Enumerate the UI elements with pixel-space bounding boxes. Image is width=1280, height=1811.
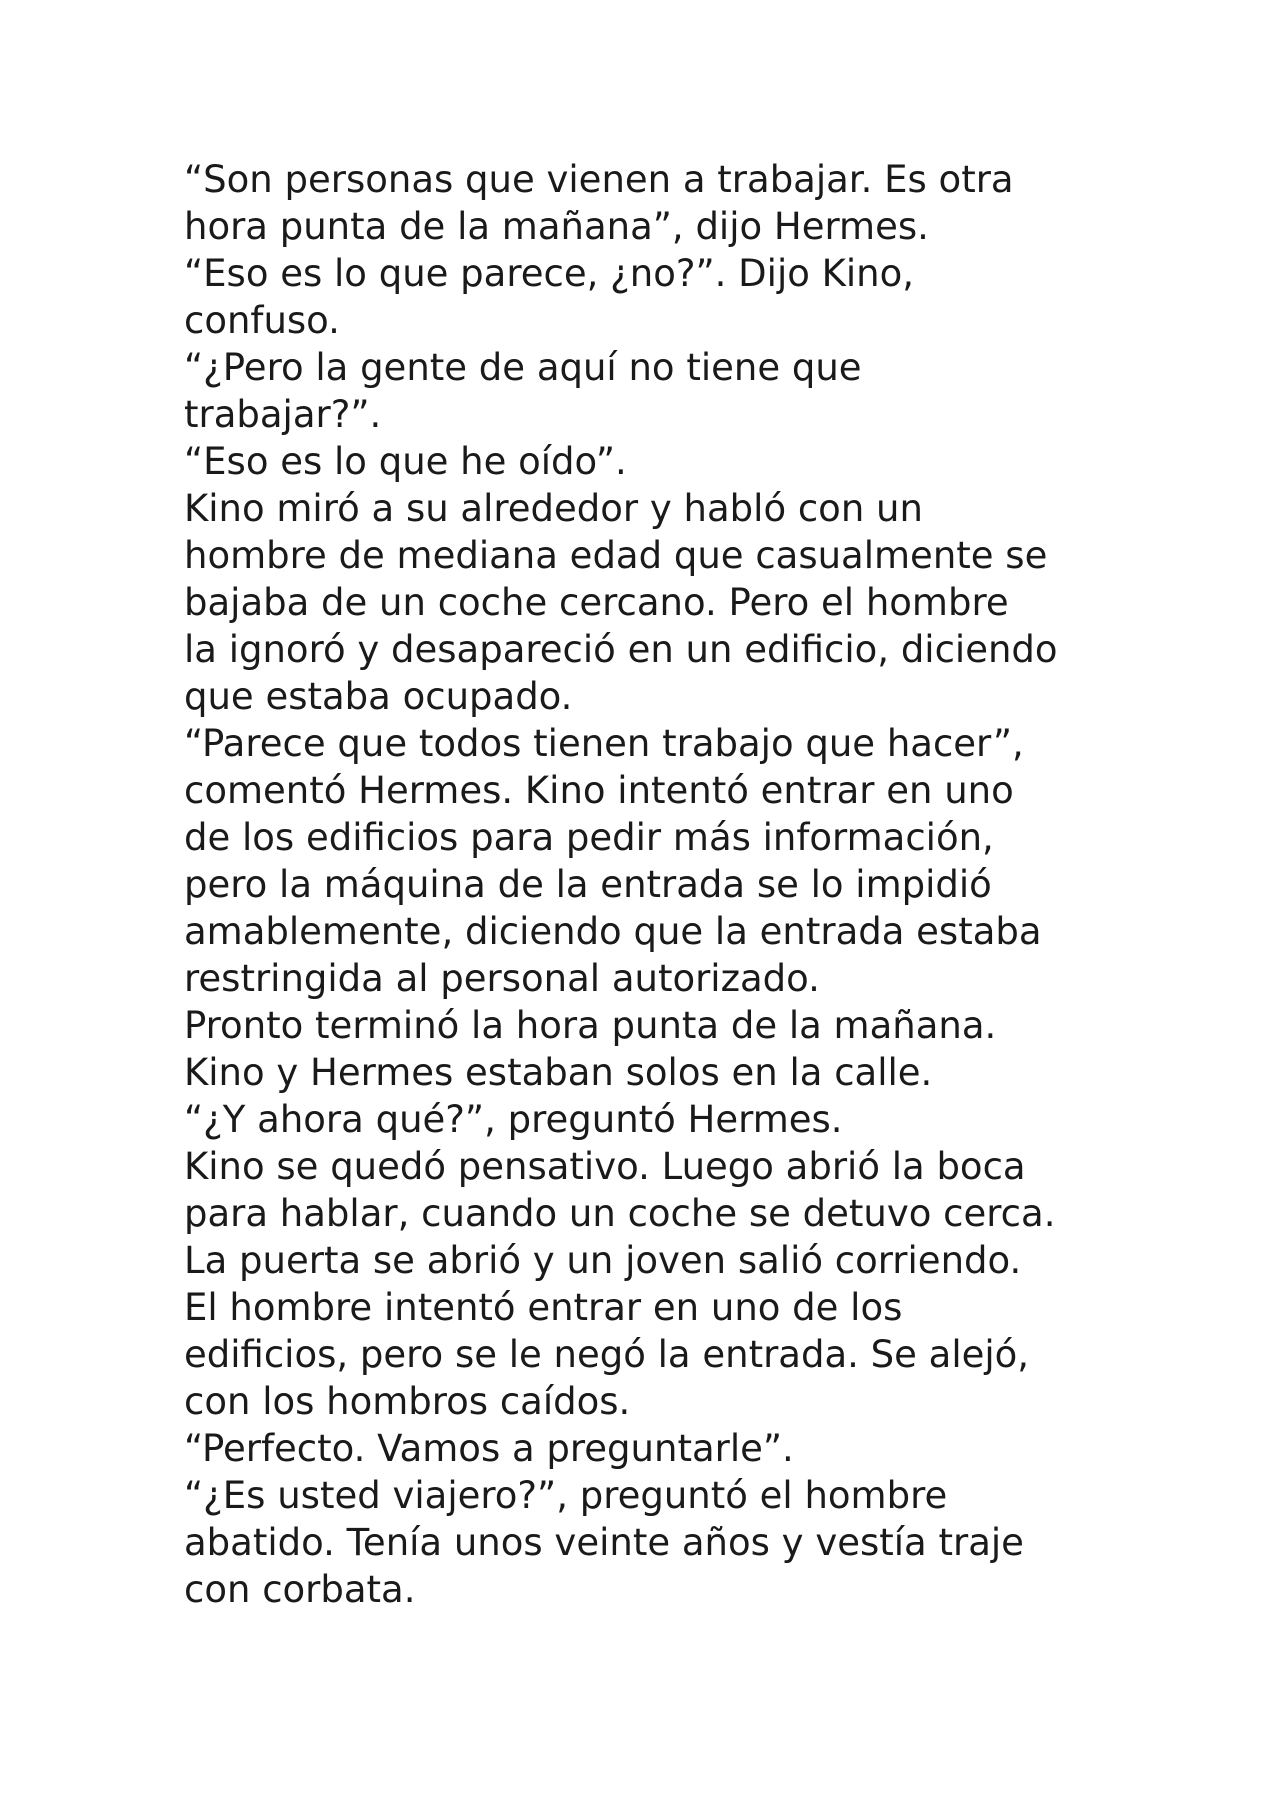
text-line-14: comentó Hermes. Kino intentó entrar en uno <box>184 769 1014 812</box>
text-line-10: bajaba de un coche cercano. Pero el hombre <box>184 581 1009 624</box>
text-line-30: abatido. Tenía unos veinte años y vestía traje <box>184 1521 1024 1564</box>
body-text <box>184 156 1144 1613</box>
text-line-8: Kino miró a su alrededor y habló con un <box>184 487 923 530</box>
text-line-26: edificios, pero se le negó la entrada. Se alejó, <box>184 1333 1030 1376</box>
text-line-17: amablemente, diciendo que la entrada estaba <box>184 910 1042 953</box>
text-line-7: “Eso es lo que he oído”. <box>184 440 627 483</box>
text-line-20: Kino y Hermes estaban solos en la calle. <box>184 1051 933 1094</box>
text-line-2: hora punta de la mañana”, dijo Hermes. <box>184 205 929 248</box>
text-line-23: para hablar, cuando un coche se detuvo cerca. <box>184 1192 1056 1235</box>
text-line-18: restringida al personal autorizado. <box>184 957 820 1000</box>
text-line-21: “¿Y ahora qué?”, preguntó Hermes. <box>184 1098 843 1141</box>
text-line-6: trabajar?”. <box>184 393 382 436</box>
text-line-27: con los hombros caídos. <box>184 1380 631 1423</box>
text-line-28: “Perfecto. Vamos a preguntarle”. <box>184 1427 794 1470</box>
text-line-5: “¿Pero la gente de aquí no tiene que <box>184 346 862 389</box>
text-line-1: “Son personas que vienen a trabajar. Es otra <box>184 158 1014 201</box>
text-line-12: que estaba ocupado. <box>184 675 573 718</box>
text-line-15: de los edificios para pedir más información, <box>184 816 994 859</box>
text-line-25: El hombre intentó entrar en uno de los <box>184 1286 903 1329</box>
text-line-31: con corbata. <box>184 1568 416 1611</box>
text-line-22: Kino se quedó pensativo. Luego abrió la boca <box>184 1145 1026 1188</box>
text-line-11: la ignoró y desapareció en un edificio, diciendo <box>184 628 1058 671</box>
text-line-19: Pronto terminó la hora punta de la mañana. <box>184 1004 997 1047</box>
text-line-24: La puerta se abrió y un joven salió corriendo. <box>184 1239 1022 1282</box>
text-line-3: “Eso es lo que parece, ¿no?”. Dijo Kino, <box>184 252 915 295</box>
text-line-16: pero la máquina de la entrada se lo impidió <box>184 863 992 906</box>
text-line-13: “Parece que todos tienen trabajo que hacer”, <box>184 722 1024 765</box>
text-line-29: “¿Es usted viajero?”, preguntó el hombre <box>184 1474 948 1517</box>
text-line-9: hombre de mediana edad que casualmente se <box>184 534 1048 577</box>
text-line-4: confuso. <box>184 299 340 342</box>
